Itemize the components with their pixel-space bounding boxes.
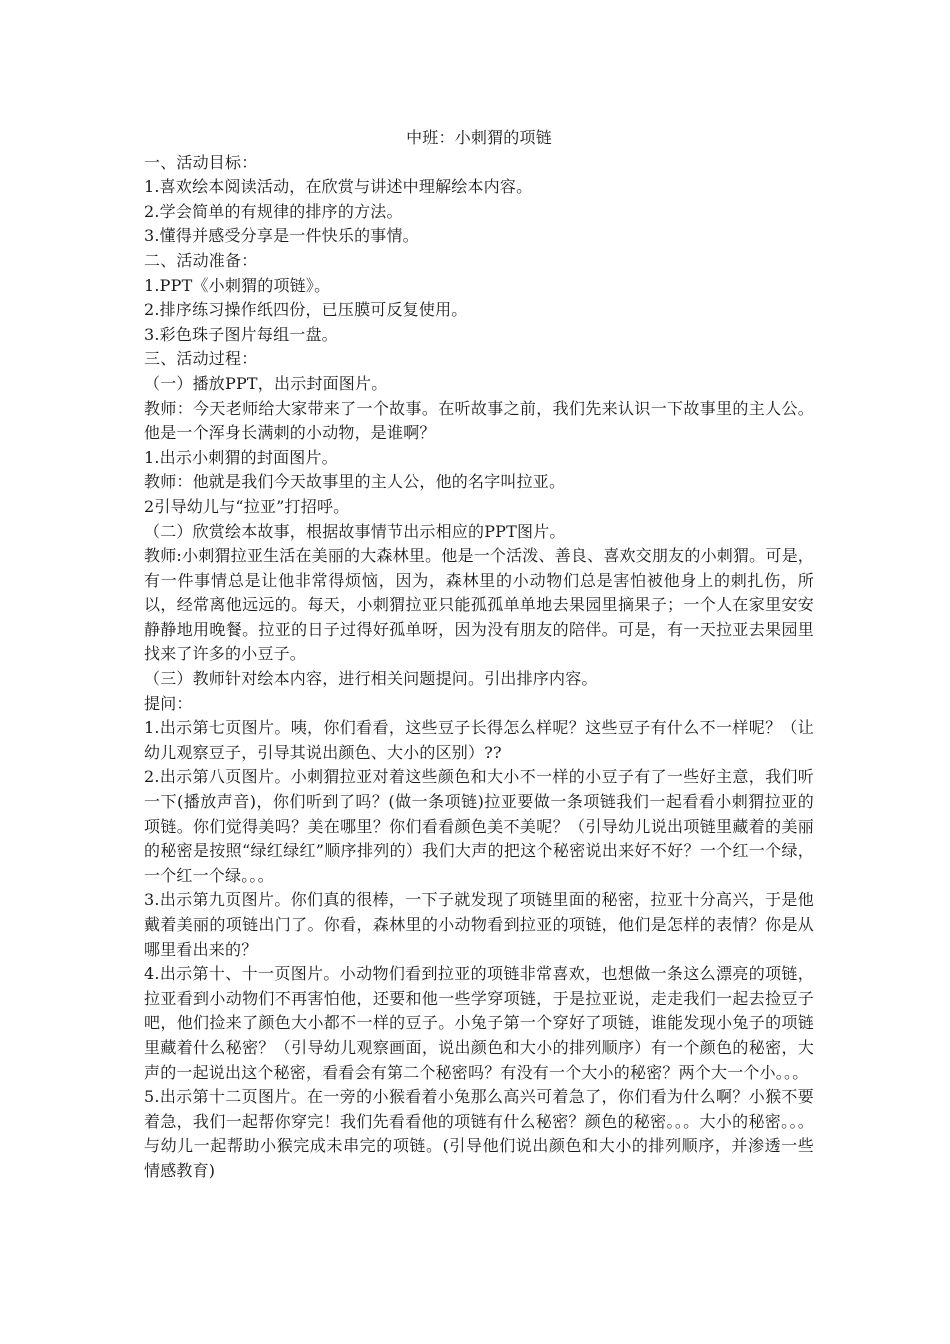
question-1: 1.出示第七页图片。咦，你们看看，这些豆子长得怎么样呢？这些豆子有什么不一样呢？（让幼儿观察豆子，引导其说出颜色、大小的区别）?? [144, 718, 814, 762]
question-5: 5.出示第十二页图片。在一旁的小猴看着小兔那么高兴可着急了，你们看为什么啊？小猴不要着急，我们一起帮你穿完！我们先看看他的项链有什么秘密？颜色的秘密。。。大小的秘密。。。与幼儿一起帮助小猴完成未串完的项链。(引导他们说出颜色和大小的排列顺序，并渗透一些情感教育) [144, 1087, 814, 1180]
heading-process: 三、活动过程： [144, 349, 258, 369]
question-4: 4.出示第十、十一页图片。小动物们看到拉亚的项链非常喜欢，也想做一条这么漂亮的项链，拉亚看到小动物们不再害怕他，还要和他一些学穿项链，于是拉亚说，走走我们一起去捡豆子吧，他们捡来了颜色大小都不一样的豆子。小兔子第一个穿好了项链，谁能发现小兔子的项链里藏着什么秘密？（引导幼儿观察画面，说出颜色和大小的排列顺序）有一个颜色的秘密，大声的一起说出这个秘密，看看会有第二个秘密吗？有没有一个大小的秘密？两个大一个小。。。 [144, 964, 814, 1082]
story-paragraph: 教师:小刺猬拉亚生活在美丽的大森林里。他是一个活泼、善良、喜欢交朋友的小刺猬。可是，有一件事情总是让他非常得烦恼，因为，森林里的小动物们总是害怕被他身上的刺扎伤，所以，经常离他远远的。每天，小刺猬拉亚只能孤孤单单地去果园里摘果子；一个人在家里安安静静地用晚餐。拉亚的日子过得好孤单呀，因为没有朋友的陪伴。可是，有一天拉亚去果园里找来了许多的小豆子。 [144, 546, 814, 664]
question-2: 2.出示第八页图片。小刺猬拉亚对着这些颜色和大小不一样的小豆子有了一些好主意，我们听一下(播放声音)，你们听到了吗？(做一条项链)拉亚要做一条项链我们一起看看小刺猬拉亚的项链。你们觉得美吗？美在哪里？你们看看颜色美不美呢？（引导幼儿说出项链里藏着的美丽的秘密是按照“绿红绿红”顺序排列的）我们大声的把这个秘密说出来好不好？一个红一个绿，一个红一个绿。。。 [144, 767, 814, 885]
goal-3: 3.懂得并感受分享是一件快乐的事情。 [144, 226, 419, 246]
prep-2: 2.排序练习操作纸四份，已压膜可反复使用。 [144, 300, 468, 320]
step-3-heading: （三）教师针对绘本内容，进行相关问题提问。引出排序内容。 [144, 669, 598, 689]
step-1-heading: （一）播放PPT，出示封面图片。 [144, 373, 388, 393]
goal-1: 1.喜欢绘本阅读活动，在欣赏与讲述中理解绘本内容。 [144, 177, 533, 197]
step-1-item-1: 1.出示小刺猬的封面图片。 [144, 447, 338, 467]
teacher-line-laya: 教师：他就是我们今天故事里的主人公，他的名字叫拉亚。 [144, 472, 566, 492]
goal-2: 2.学会简单的有规律的排序的方法。 [144, 201, 403, 221]
question-3: 3.出示第九页图片。你们真的很棒，一下子就发现了项链里面的秘密，拉亚十分高兴，于是他戴着美丽的项链出门了。你看，森林里的小动物看到拉亚的项链，他们是怎样的表情？你是从哪里看出来的？ [144, 890, 814, 959]
teacher-intro-paragraph: 教师：今天老师给大家带来了一个故事。在听故事之前，我们先来认识一下故事里的主人公。他是一个浑身长满刺的小动物，是谁啊？ [144, 398, 814, 443]
document-title: 中班：小刺猬的项链 [406, 128, 552, 147]
questions-label: 提问： [144, 693, 193, 713]
heading-preparation: 二、活动准备： [144, 250, 258, 270]
step-2-heading: （二）欣赏绘本故事，根据故事情节出示相应的PPT图片。 [144, 521, 566, 541]
prep-3: 3.彩色珠子图片每组一盘。 [144, 324, 338, 344]
heading-goals: 一、活动目标： [144, 152, 258, 172]
prep-1: 1.PPT《小刺猬的项链》。 [144, 275, 331, 295]
step-1-item-2: 2引导幼儿与“拉亚”打招呼。 [144, 496, 350, 516]
document-body [144, 126, 814, 1184]
